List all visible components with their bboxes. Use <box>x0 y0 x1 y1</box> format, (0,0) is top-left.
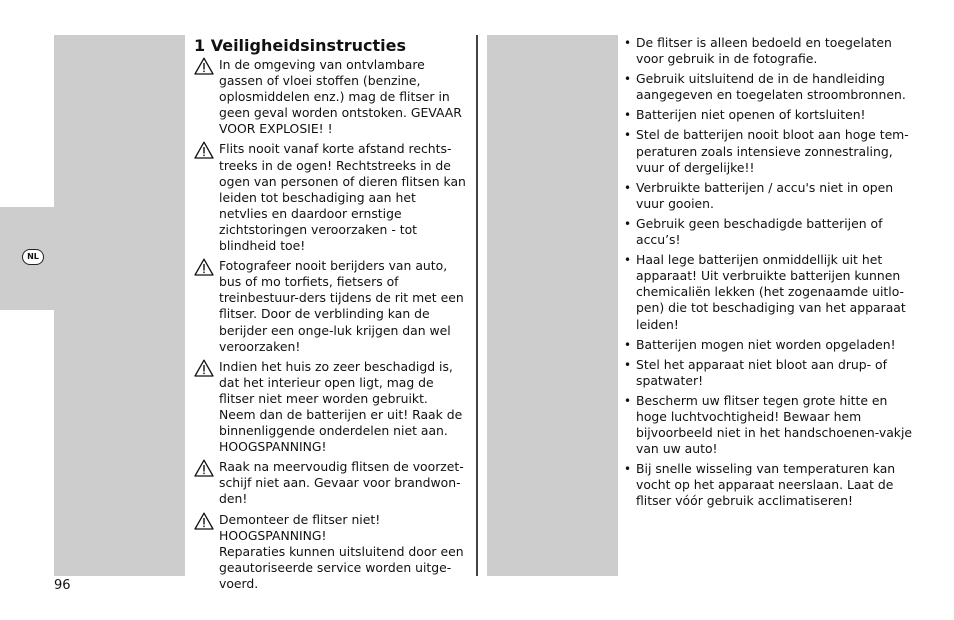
page-number: 96 <box>54 578 71 593</box>
warning-triangle-icon <box>194 512 214 530</box>
warning-text: Reparaties kunnen uitsluitend door een geautoriseerde service worden uitge-voerd. <box>219 543 464 591</box>
bullet-dot-icon: • <box>624 72 632 87</box>
bullet-item <box>624 337 914 353</box>
bullet-dot-icon: • <box>624 128 632 143</box>
bullet-dot-icon: • <box>624 393 632 408</box>
bullet-dot-icon: • <box>624 253 632 268</box>
bullet-text: Batterijen mogen niet worden opgeladen! <box>636 336 896 352</box>
warning-triangle-icon <box>194 359 214 377</box>
warning-item <box>194 57 468 137</box>
warning-triangle-icon <box>194 57 214 75</box>
language-badge: NL <box>22 249 44 265</box>
bullet-text: Gebruik uitsluitend de in de handleiding aangegeven en toegelaten stroombronnen. <box>636 71 906 103</box>
warning-text: HOOGSPANNING! <box>219 527 327 543</box>
bullet-dot-icon: • <box>624 357 632 372</box>
warning-text: In de omgeving van ontvlambare gassen of vloei stoffen (benzine, oplosmiddelen enz.) mag de flitser in geen geval worden ontstoken. GEVAAR VOOR EXPLOSIE! ! <box>219 57 462 137</box>
warning-item <box>194 512 468 592</box>
bullet-item <box>624 461 914 509</box>
bullet-dot-icon: • <box>624 108 632 123</box>
safety-section <box>194 36 468 596</box>
bullet-list <box>624 35 914 514</box>
bullet-text: Stel de batterijen nooit bloot aan hoge tem-peraturen zoals intensieve zonnestraling, vuur of dergelijke!! <box>636 127 909 175</box>
warning-item <box>194 359 468 456</box>
bullet-text: Stel het apparaat niet bloot aan drup- of spatwater! <box>636 356 887 388</box>
bullet-dot-icon: • <box>624 462 632 477</box>
warning-list <box>194 57 468 592</box>
bullet-text: Batterijen niet openen of kortsluiten! <box>636 107 866 123</box>
bullet-text: Bescherm uw flitser tegen grote hitte en hoge luchtvochtigheid! Bewaar hem bijvoorbeeld niet in het handschoenen-vakje van uw auto! <box>636 392 913 457</box>
bullet-item <box>624 71 914 103</box>
bullet-text: De flitser is alleen bedoeld en toegelaten voor gebruik in de fotografie. <box>636 35 892 67</box>
bullet-text: Haal lege batterijen onmiddellijk uit het apparaat! Uit verbruikte batterijen kunnen chemicaliën lekken (het zogenaamde uitlo-pen) die tot beschadiging van het apparaat leiden! <box>636 252 906 332</box>
middle-margin-panel <box>487 35 618 576</box>
warning-text: Flits nooit vanaf korte afstand rechts-treeks in de ogen! Rechtstreeks in de ogen van personen of dieren flitsen kan leiden tot beschadiging aan het netvlies en daardoor ernstige zichtstoringen veroorzaken - tot blindheid toe! <box>219 141 466 254</box>
warning-triangle-icon <box>194 258 214 276</box>
bullet-dot-icon: • <box>624 180 632 195</box>
bullet-item <box>624 107 914 123</box>
section-title: 1 Veiligheidsinstructies <box>194 36 406 55</box>
bullet-dot-icon: • <box>624 337 632 352</box>
bullet-item <box>624 127 914 175</box>
bullet-item <box>624 216 914 248</box>
bullet-text: Bij snelle wisseling van temperaturen kan vocht op het apparaat neerslaan. Laat de flitser vóór gebruik acclimatiseren! <box>636 461 896 509</box>
warning-text: HOOGSPANNING! <box>219 439 327 455</box>
bullet-text: Verbruikte batterijen / accu's niet in open vuur gooien. <box>636 179 894 211</box>
bullet-item <box>624 393 914 457</box>
warning-triangle-icon <box>194 459 214 477</box>
bullet-item <box>624 180 914 212</box>
bullet-item <box>624 252 914 332</box>
warning-text: Indien het huis zo zeer beschadigd is, dat het interieur open ligt, mag de flitser niet meer worden gebruikt. Neem dan de batterijen er uit! Raak de binnenliggende onderdelen niet aan. <box>219 358 463 439</box>
left-margin-panel <box>54 35 185 576</box>
warning-text: Demonteer de flitser niet! <box>219 511 381 527</box>
bullet-item <box>624 357 914 389</box>
column-divider <box>476 35 478 576</box>
warning-item <box>194 459 468 507</box>
bullet-text: Gebruik geen beschadigde batterijen of accu’s! <box>636 215 883 248</box>
warning-text: Fotografeer nooit berijders van auto, bus of mo torfiets, fietsers of treinbestuur-ders tijdens de rit met een flitser. Door de verblinding kan de berijder een onge-luk krijgen dan wel veroorzaken! <box>219 258 464 354</box>
warning-triangle-icon <box>194 141 214 159</box>
warning-item <box>194 258 468 355</box>
bullet-dot-icon: • <box>624 36 632 50</box>
warning-item <box>194 141 468 254</box>
warning-text: Raak na meervoudig flitsen de voorzet-schijf niet aan. Gevaar voor brandwon-den! <box>219 459 464 507</box>
bullet-item <box>624 35 914 67</box>
bullet-dot-icon: • <box>624 216 632 231</box>
